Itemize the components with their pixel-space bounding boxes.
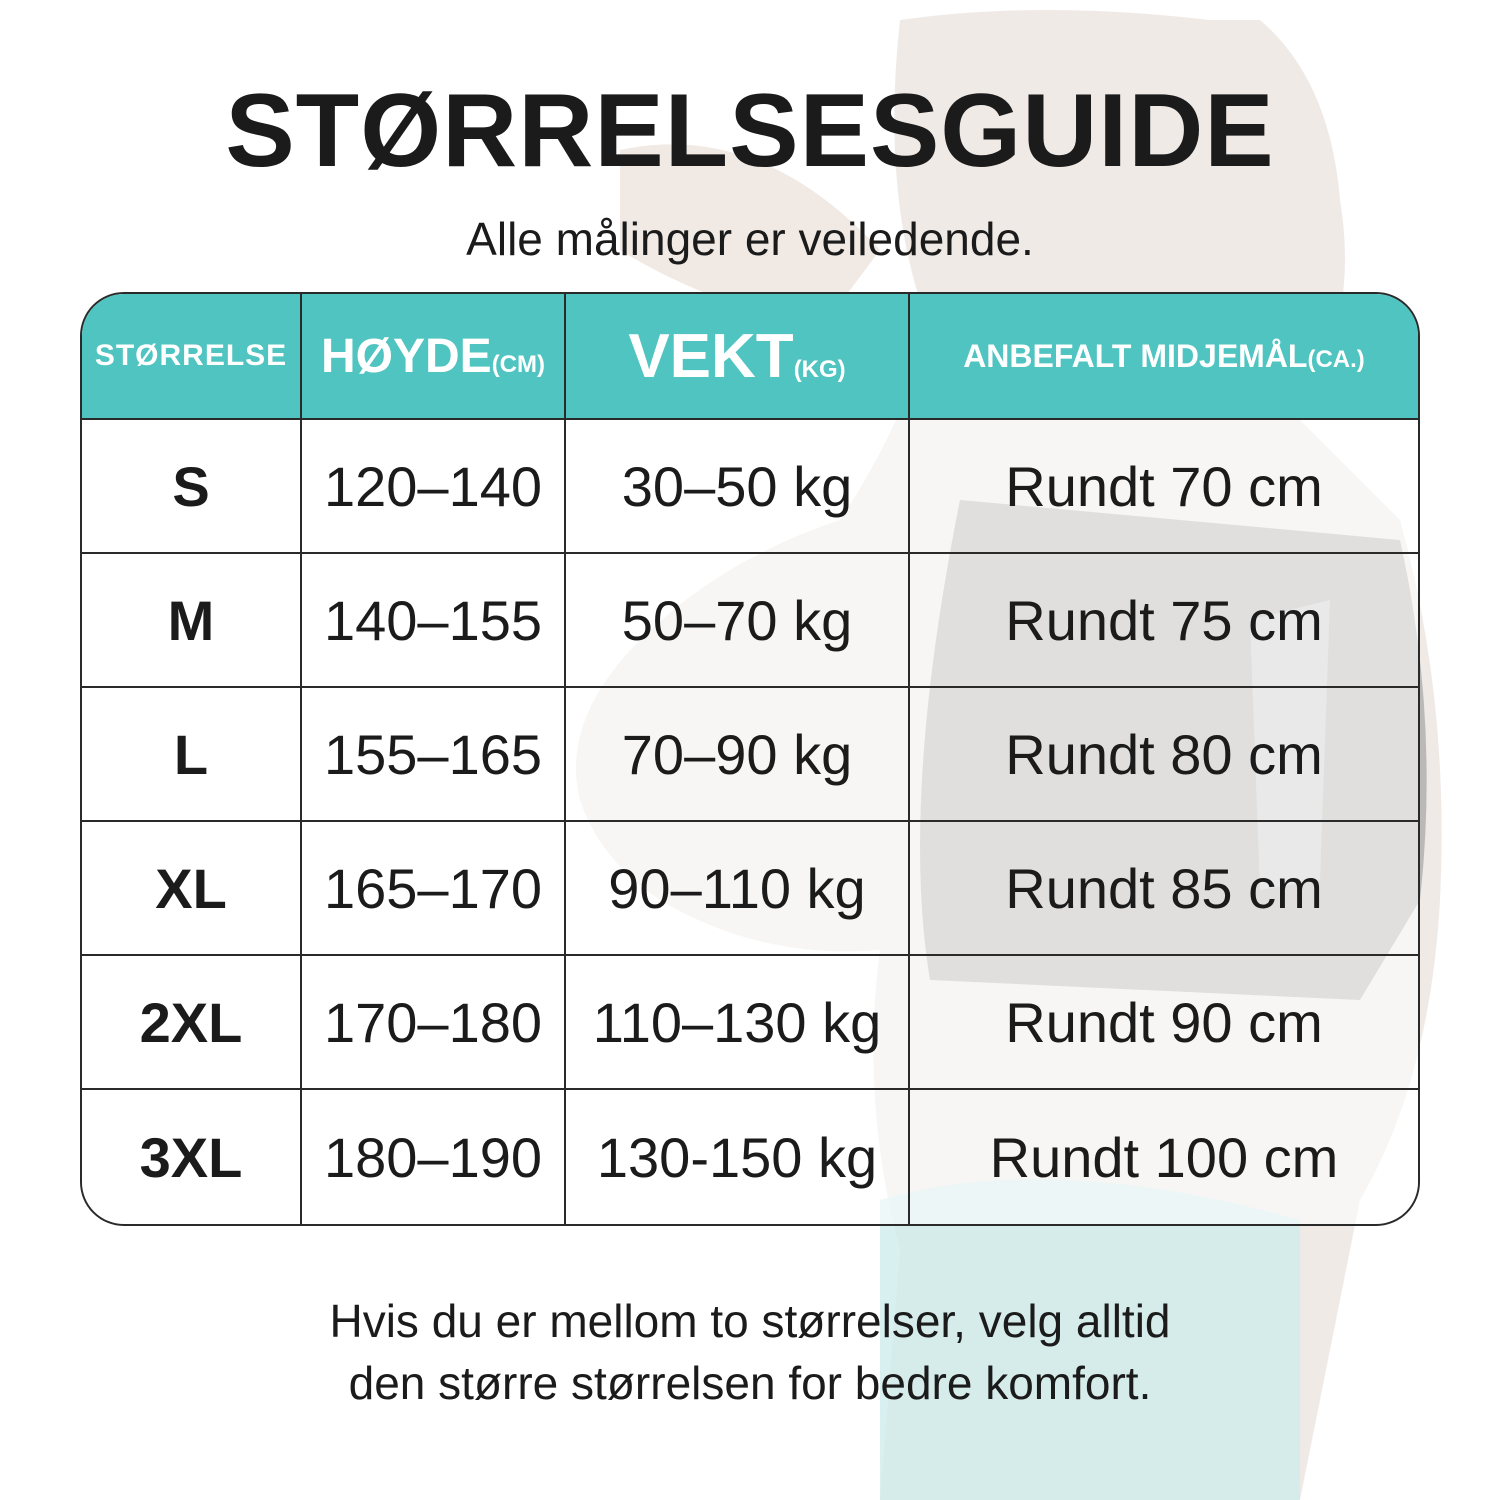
cell-weight: 50–70 kg	[566, 554, 910, 688]
cell-waist: Rundt 70 cm	[910, 420, 1418, 554]
table-header-row	[82, 294, 1418, 420]
cell-height: 120–140	[302, 420, 566, 554]
size-table	[80, 292, 1420, 1226]
table-row	[82, 688, 1418, 822]
cell-weight: 70–90 kg	[566, 688, 910, 822]
table-row	[82, 420, 1418, 554]
header-label: ANBEFALT MIDJEMÅL	[963, 337, 1308, 374]
cell-waist: Rundt 80 cm	[910, 688, 1418, 822]
cell-height: 170–180	[302, 956, 566, 1090]
header-storrelse	[82, 294, 302, 420]
cell-waist: Rundt 90 cm	[910, 956, 1418, 1090]
subtitle: Alle målinger er veiledende.	[466, 213, 1034, 265]
cell-weight: 90–110 kg	[566, 822, 910, 956]
cell-height: 165–170	[302, 822, 566, 956]
cell-size: 2XL	[82, 956, 302, 1090]
cell-height: 180–190	[302, 1090, 566, 1224]
table-row	[82, 1090, 1418, 1224]
cell-size: L	[82, 688, 302, 822]
cell-size: S	[82, 420, 302, 554]
header-label: STØRRELSE	[94, 339, 288, 372]
header-unit: (CM)	[491, 350, 545, 378]
header-midjemal	[910, 294, 1418, 420]
table-row	[82, 822, 1418, 956]
header-vekt	[566, 294, 910, 420]
header-unit: (KG)	[793, 355, 846, 383]
footer-line: den større størrelsen for bedre komfort.	[348, 1357, 1152, 1409]
cell-size: M	[82, 554, 302, 688]
cell-weight: 130-150 kg	[566, 1090, 910, 1224]
page-title: STØRRELSESGUIDE	[225, 73, 1275, 189]
table-row	[82, 554, 1418, 688]
cell-size: 3XL	[82, 1090, 302, 1224]
cell-weight: 30–50 kg	[566, 420, 910, 554]
cell-waist: Rundt 75 cm	[910, 554, 1418, 688]
cell-weight: 110–130 kg	[566, 956, 910, 1090]
footer-note	[0, 1290, 1500, 1414]
header-unit: (CA.)	[1307, 345, 1365, 373]
cell-height: 155–165	[302, 688, 566, 822]
header-label: VEKT	[628, 321, 794, 391]
footer-line: Hvis du er mellom to størrelser, velg alltid	[329, 1295, 1171, 1347]
header-label: HØYDE	[320, 329, 492, 383]
header-hoyde	[302, 294, 566, 420]
cell-waist: Rundt 100 cm	[910, 1090, 1418, 1224]
table-row	[82, 956, 1418, 1090]
cell-waist: Rundt 85 cm	[910, 822, 1418, 956]
cell-size: XL	[82, 822, 302, 956]
cell-height: 140–155	[302, 554, 566, 688]
